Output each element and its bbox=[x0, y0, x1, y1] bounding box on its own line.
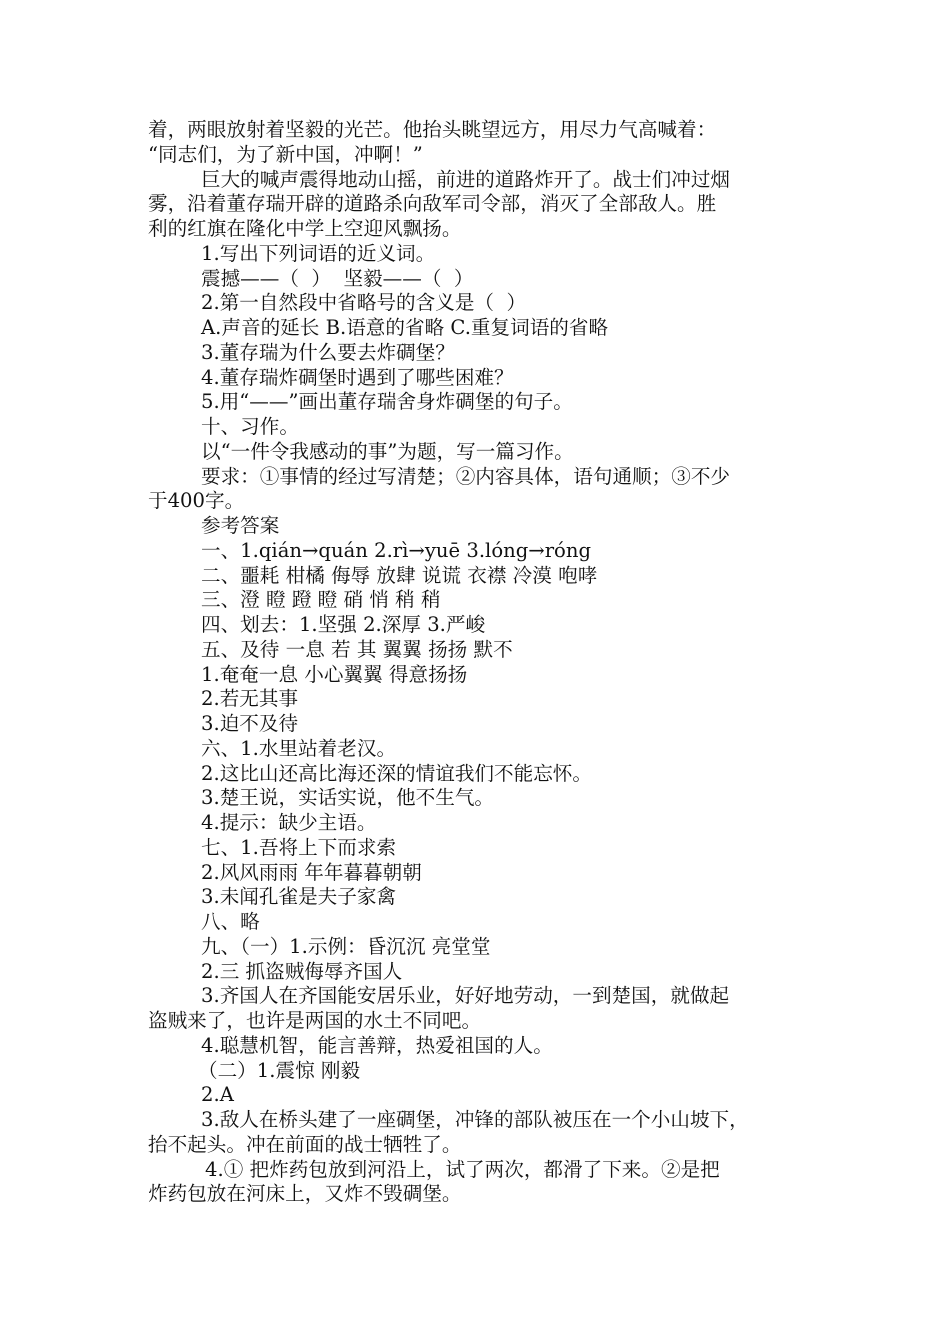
text-line: 3.楚王说，实话实说，他不生气。 bbox=[201, 786, 495, 810]
text-line: 五、及待 一息 若 其 翼翼 扬扬 默不 bbox=[201, 637, 513, 661]
text-line: 以“一件令我感动的事”为题，写一篇习作。 bbox=[201, 439, 574, 463]
text-line: 1.写出下列词语的近义词。 bbox=[201, 241, 436, 265]
text-line: 利的红旗在隆化中学上空迎风飘扬。 bbox=[148, 217, 462, 240]
text-line: （二）1.震惊 刚毅 bbox=[198, 1058, 361, 1082]
text-line: 2.三 抓盗贼侮辱齐国人 bbox=[201, 959, 403, 983]
text-line: 3.齐国人在齐国能安居乐业，好好地劳动，一到楚国，就做起 bbox=[201, 984, 730, 1008]
text-line: 于400字。 bbox=[148, 489, 245, 513]
text-line: 2.这比山还高比海还深的情谊我们不能忘怀。 bbox=[201, 761, 592, 785]
text-line: 3.敌人在桥头建了一座碉堡，冲锋的部队被压在一个小山坡下， bbox=[201, 1108, 749, 1131]
text-line: 二、噩耗 柑橘 侮辱 放肆 说谎 衣襟 冷漠 咆哮 bbox=[201, 563, 598, 587]
text-line: 抬不起头。冲在前面的战士牺牲了。 bbox=[148, 1132, 462, 1156]
text-line: 九、（一）1.示例：昏沉沉 亮堂堂 bbox=[201, 934, 491, 958]
text-line: 2.第一自然段中省略号的含义是（ ） bbox=[201, 291, 527, 315]
text-line: 3.未闻孔雀是夫子家禽 bbox=[201, 885, 397, 909]
text-line: 5.用“——”画出董存瑞舍身炸碉堡的句子。 bbox=[201, 390, 573, 414]
text-line: 三、澄 瞪 蹬 瞪 硝 悄 稍 稍 bbox=[201, 588, 441, 612]
text-line: 2.A bbox=[201, 1083, 234, 1107]
text-line: “同志们，为了新中国，冲啊！” bbox=[148, 142, 423, 166]
text-line: 巨大的喊声震得地动山摇，前进的道路炸开了。战士们冲过烟 bbox=[201, 167, 731, 191]
text-line: 1.奄奄一息 小心翼翼 得意扬扬 bbox=[201, 662, 468, 686]
text-line: 3.迫不及待 bbox=[201, 712, 299, 735]
document-page bbox=[148, 118, 813, 1207]
text-line: 4.董存瑞炸碉堡时遇到了哪些困难？ bbox=[201, 365, 514, 389]
text-line: 2.若无其事 bbox=[201, 687, 299, 711]
text-line: 四、划去：1.坚强 2.深厚 3.严峻 bbox=[201, 613, 486, 636]
text-line: 4.提示：缺少主语。 bbox=[201, 811, 377, 834]
text-line: 3.董存瑞为什么要去炸碉堡？ bbox=[201, 340, 455, 364]
text-line: 八、略 bbox=[201, 910, 260, 933]
text-line: 震撼——（ ） 坚毅——（ ） bbox=[201, 266, 474, 290]
text-line: A.声音的延长 B.语意的省略 C.重复词语的省略 bbox=[201, 316, 609, 339]
text-line: 炸药包放在河床上，又炸不毁碉堡。 bbox=[148, 1182, 462, 1206]
text-line: 着，两眼放射着坚毅的光芒。他抬头眺望远方，用尽力气高喊着： bbox=[148, 118, 717, 141]
text-line: 一、1.qián→quán 2.rì→yuē 3.lóng→róng bbox=[201, 538, 592, 562]
text-line: 2.风风雨雨 年年暮暮朝朝 bbox=[201, 860, 422, 884]
text-line: 4.聪慧机智，能言善辩，热爱祖国的人。 bbox=[201, 1033, 553, 1057]
text-line: 盗贼来了，也许是两国的水土不同吧。 bbox=[148, 1009, 482, 1032]
text-line: 十、习作。 bbox=[201, 415, 299, 438]
text-line: 六、1.水里站着老汉。 bbox=[201, 736, 397, 760]
text-line: 参考答案 bbox=[201, 514, 280, 537]
text-line: 4.① 把炸药包放到河沿上，试了两次，都滑了下来。②是把 bbox=[205, 1157, 720, 1181]
text-line: 要求：①事情的经过写清楚；②内容具体，语句通顺；③不少 bbox=[201, 464, 731, 488]
text-line: 七、1.吾将上下而求索 bbox=[201, 835, 397, 859]
text-line: 雾，沿着董存瑞开辟的道路杀向敌军司令部，消灭了全部敌人。胜 bbox=[148, 192, 717, 216]
